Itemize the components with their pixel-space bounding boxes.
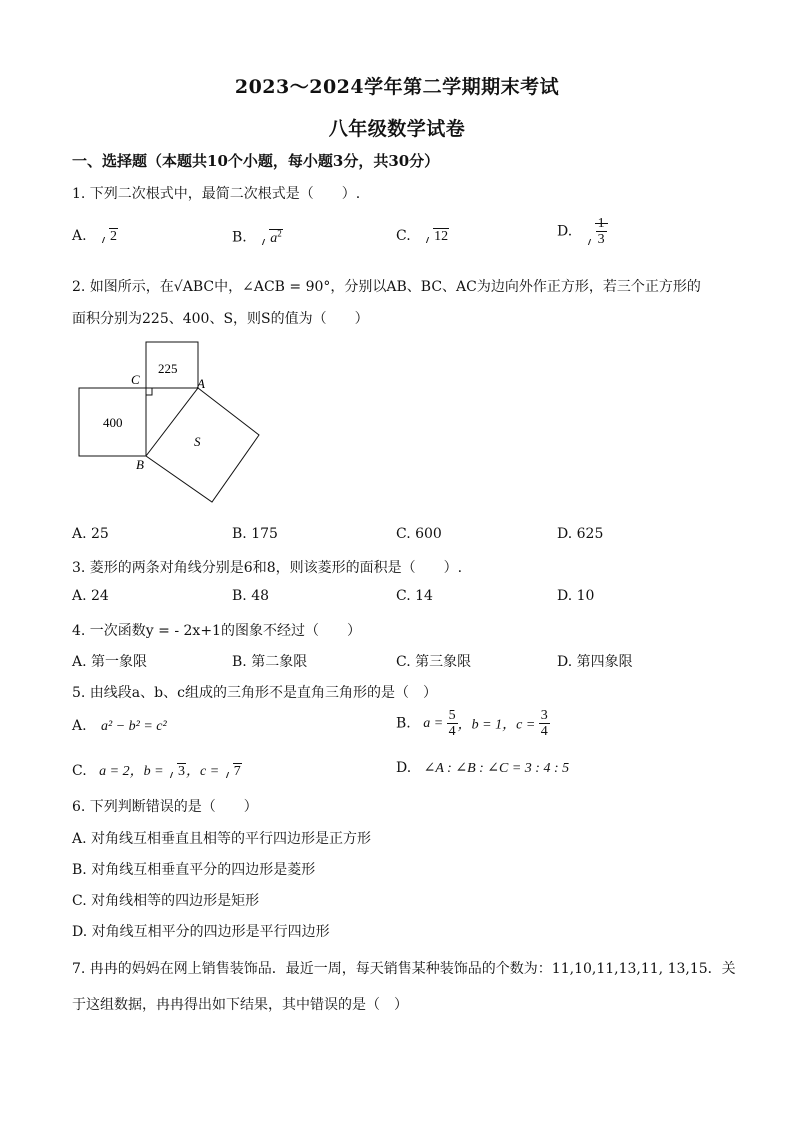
q6-stem: 6. 下列判断错误的是（ ）	[72, 799, 258, 815]
q5-option-c-sqrt7: 7	[223, 764, 242, 780]
q5-option-c-letter: C.	[72, 763, 87, 779]
exam-title: 2023～2024学年第二学期期末考试	[234, 76, 560, 98]
q5-option-b-frac2: $\frac{3}{4}$	[540, 708, 548, 739]
q6-option-d[interactable]: D. 对角线互相平分的四边形是平行四边形	[72, 924, 330, 940]
q2-option-a[interactable]: A. 25	[72, 526, 109, 542]
q7-stem-line2: 于这组数据，冉冉得出如下结果，其中错误的是（ ）	[72, 997, 408, 1013]
q5-option-c-expr2: ，c =	[186, 764, 223, 779]
q5-option-c-expr1: a = 2，b =	[99, 764, 168, 779]
label-a: A	[197, 376, 205, 391]
q3-option-a[interactable]: A. 24	[72, 588, 109, 604]
q6-option-c[interactable]: C. 对角线相等的四边形是矩形	[72, 893, 260, 909]
label-225: 225	[158, 361, 178, 376]
q5-option-a[interactable]	[72, 718, 167, 735]
q5-option-d[interactable]	[396, 760, 569, 777]
label-b: B	[136, 457, 144, 472]
q3-option-b[interactable]: B. 48	[232, 588, 270, 604]
label-400: 400	[103, 415, 123, 430]
q2-option-d[interactable]: D. 625	[557, 526, 604, 542]
section-heading: 一、选择题（本题共10个小题，每小题3分，共30分）	[72, 152, 440, 170]
square-ab	[146, 388, 259, 502]
q2-option-b[interactable]: B. 175	[232, 526, 278, 542]
q2-figure	[70, 335, 270, 510]
q5-option-c-sqrt3: 3	[167, 764, 186, 780]
q1-option-b-sqrt: $a^2$	[259, 228, 283, 247]
q4-option-c[interactable]: C. 第三象限	[396, 654, 472, 670]
q5-stem: 5. 由线段a、b、c组成的三角形不是直角三角形的是（ ）	[72, 685, 437, 701]
q6-option-a[interactable]: A. 对角线互相垂直且相等的平行四边形是正方形	[72, 831, 372, 847]
q1-option-a-sqrt: 2	[99, 229, 118, 245]
q5-option-a-expr: a² − b² = c²	[101, 719, 167, 734]
q3-option-d[interactable]: D. 10	[557, 588, 595, 604]
q7-stem-line1: 7. 冉冉的妈妈在网上销售装饰品．最近一周，每天销售某种装饰品的个数为：11,10,11,13,11, 13,15．关	[72, 961, 736, 977]
q1-option-c[interactable]	[396, 228, 449, 245]
q5-option-d-letter: D.	[396, 760, 412, 776]
q2-stem-line2: 面积分别为225、400、S，则S的值为（ ）	[72, 311, 369, 327]
q4-option-b[interactable]: B. 第二象限	[232, 654, 308, 670]
q5-option-d-expr: ∠A : ∠B : ∠C = 3 : 4 : 5	[423, 761, 570, 776]
q1-option-b[interactable]	[232, 228, 283, 247]
q2-stem-line1: 2. 如图所示，在√ABC中，∠ACB = 90°，分别以AB、BC、AC为边向外作正方形，若三个正方形的	[72, 279, 701, 295]
q6-option-b[interactable]: B. 对角线互相垂直平分的四边形是菱形	[72, 862, 316, 878]
q1-option-d-letter: D.	[557, 223, 573, 240]
q1-stem: 1. 下列二次根式中，最简二次根式是（ ）.	[72, 186, 361, 202]
q4-option-d[interactable]: D. 第四象限	[557, 654, 633, 670]
q4-stem: 4. 一次函数y = - 2x+1的图象不经过（ ）	[72, 623, 361, 639]
q5-option-a-letter: A.	[72, 718, 87, 734]
q4-option-a[interactable]: A. 第一象限	[72, 654, 148, 670]
q1-option-c-sqrt: 12	[423, 229, 449, 245]
q1-option-d[interactable]	[557, 216, 608, 247]
q1-option-c-letter: C.	[396, 228, 411, 244]
label-c: C	[131, 372, 140, 387]
q2-option-c[interactable]: C. 600	[396, 526, 442, 542]
label-s: S	[194, 434, 201, 449]
q3-stem: 3. 菱形的两条对角线分别是6和8，则该菱形的面积是（ ）.	[72, 560, 463, 576]
right-angle-marker	[146, 388, 152, 395]
q1-option-b-letter: B.	[232, 229, 247, 246]
q5-option-c[interactable]	[72, 760, 242, 780]
q1-option-a-letter: A.	[72, 228, 87, 244]
q5-option-b-letter: B.	[396, 715, 411, 732]
q5-option-b-frac1: $\frac{5}{4}$	[448, 708, 456, 739]
q5-option-b[interactable]	[396, 708, 550, 739]
q5-option-b-b: ，b = 1，c =	[457, 717, 539, 733]
q1-option-d-sqrt: $\frac{1}{3}$	[585, 216, 608, 247]
q5-option-b-a: a =	[423, 715, 447, 731]
q3-option-c[interactable]: C. 14	[396, 588, 433, 604]
exam-subtitle: 八年级数学试卷	[328, 118, 466, 140]
q1-option-a[interactable]	[72, 228, 118, 245]
